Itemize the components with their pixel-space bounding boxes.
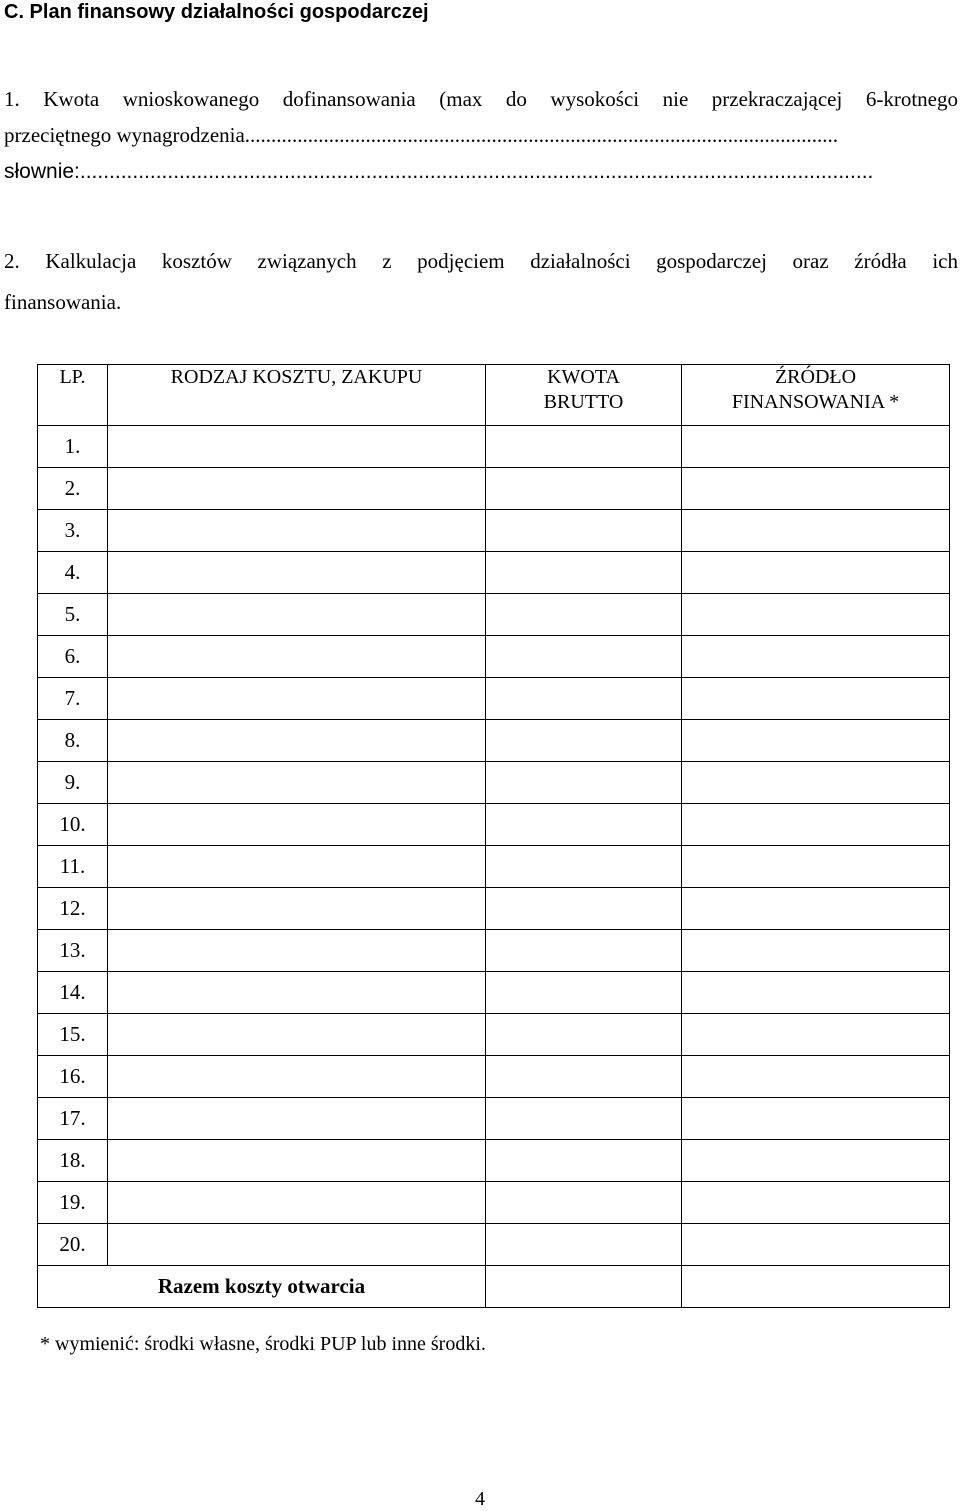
total-label: Razem koszty otwarcia [38, 1266, 486, 1308]
cost-type-cell[interactable] [108, 930, 486, 972]
funding-source-cell[interactable] [682, 552, 950, 594]
funding-source-cell[interactable] [682, 1014, 950, 1056]
funding-source-cell[interactable] [682, 426, 950, 468]
funding-amount-item [4, 81, 958, 153]
table-row [38, 762, 950, 804]
header-gross-amount [486, 365, 682, 426]
table-row [38, 1098, 950, 1140]
gross-amount-cell[interactable] [486, 1140, 682, 1182]
table-row [38, 888, 950, 930]
funding-source-cell[interactable] [682, 930, 950, 972]
row-number: 5. [38, 594, 108, 636]
total-row [38, 1266, 950, 1308]
table-header-row [38, 365, 950, 426]
header-funding-source-line-2: FINANSOWANIA * [731, 391, 900, 413]
cost-type-cell[interactable] [108, 636, 486, 678]
cost-type-cell[interactable] [108, 846, 486, 888]
cost-type-cell[interactable] [108, 1056, 486, 1098]
cost-type-cell[interactable] [108, 720, 486, 762]
table-row [38, 1140, 950, 1182]
funding-source-cell[interactable] [682, 510, 950, 552]
row-number: 18. [38, 1140, 108, 1182]
gross-amount-cell[interactable] [486, 846, 682, 888]
cost-type-cell[interactable] [108, 1182, 486, 1224]
amount-in-words-line: słownie:........................................................................................................................................ [4, 160, 874, 183]
gross-amount-cell[interactable] [486, 1224, 682, 1266]
gross-amount-cell[interactable] [486, 972, 682, 1014]
table-row [38, 636, 950, 678]
table-row [38, 510, 950, 552]
table-row [38, 1182, 950, 1224]
funding-source-cell[interactable] [682, 636, 950, 678]
gross-amount-cell[interactable] [486, 678, 682, 720]
funding-amount-line-2: przeciętnego wynagrodzenia................................................................................................................. [4, 123, 839, 147]
row-number: 15. [38, 1014, 108, 1056]
table-row [38, 1224, 950, 1266]
row-number: 12. [38, 888, 108, 930]
header-funding-source [682, 365, 950, 426]
row-number: 14. [38, 972, 108, 1014]
cost-type-cell[interactable] [108, 762, 486, 804]
total-amount-cell[interactable] [486, 1266, 682, 1308]
cost-type-cell[interactable] [108, 678, 486, 720]
row-number: 16. [38, 1056, 108, 1098]
cost-type-cell[interactable] [108, 1140, 486, 1182]
cost-type-cell[interactable] [108, 1014, 486, 1056]
cost-type-cell[interactable] [108, 804, 486, 846]
row-number: 4. [38, 552, 108, 594]
row-number: 19. [38, 1182, 108, 1224]
funding-source-cell[interactable] [682, 1056, 950, 1098]
gross-amount-cell[interactable] [486, 510, 682, 552]
funding-source-cell[interactable] [682, 468, 950, 510]
table-row [38, 720, 950, 762]
funding-source-cell[interactable] [682, 594, 950, 636]
funding-source-cell[interactable] [682, 762, 950, 804]
funding-source-cell[interactable] [682, 1098, 950, 1140]
row-number: 20. [38, 1224, 108, 1266]
table-row [38, 552, 950, 594]
cost-type-cell[interactable] [108, 468, 486, 510]
funding-source-cell[interactable] [682, 1140, 950, 1182]
cost-calculation-line-1: 2. Kalkulacja kosztów związanych z podjęciem działalności gospodarczej oraz źródła ich [4, 249, 958, 273]
cost-calculation-item [4, 241, 958, 323]
row-number: 11. [38, 846, 108, 888]
header-funding-source-line-1: ŹRÓDŁO [774, 366, 857, 388]
gross-amount-cell[interactable] [486, 888, 682, 930]
funding-amount-line-1: 1. Kwota wnioskowanego dofinansowania (max do wysokości nie przekraczającej 6-krotnego [4, 87, 958, 111]
page-number: 4 [475, 1488, 485, 1510]
cost-type-cell[interactable] [108, 1098, 486, 1140]
gross-amount-cell[interactable] [486, 762, 682, 804]
gross-amount-cell[interactable] [486, 426, 682, 468]
row-number: 17. [38, 1098, 108, 1140]
table-row [38, 846, 950, 888]
cost-type-cell[interactable] [108, 426, 486, 468]
row-number: 1. [38, 426, 108, 468]
funding-source-cell[interactable] [682, 720, 950, 762]
row-number: 13. [38, 930, 108, 972]
gross-amount-cell[interactable] [486, 1182, 682, 1224]
funding-source-cell[interactable] [682, 1182, 950, 1224]
funding-source-cell[interactable] [682, 678, 950, 720]
table-row [38, 426, 950, 468]
table-row [38, 594, 950, 636]
funding-source-cell[interactable] [682, 846, 950, 888]
gross-amount-cell[interactable] [486, 1098, 682, 1140]
funding-source-cell[interactable] [682, 1224, 950, 1266]
gross-amount-cell[interactable] [486, 468, 682, 510]
cost-type-cell[interactable] [108, 972, 486, 1014]
table-row [38, 1056, 950, 1098]
cost-table [37, 364, 950, 1308]
funding-source-cell[interactable] [682, 804, 950, 846]
gross-amount-cell[interactable] [486, 1056, 682, 1098]
header-cost-type: RODZAJ KOSZTU, ZAKUPU [108, 365, 486, 426]
table-row [38, 972, 950, 1014]
table-row [38, 678, 950, 720]
row-number: 9. [38, 762, 108, 804]
row-number: 2. [38, 468, 108, 510]
row-number: 3. [38, 510, 108, 552]
row-number: 8. [38, 720, 108, 762]
gross-amount-cell[interactable] [486, 594, 682, 636]
gross-amount-cell[interactable] [486, 552, 682, 594]
gross-amount-cell[interactable] [486, 804, 682, 846]
table-row [38, 1014, 950, 1056]
gross-amount-cell[interactable] [486, 636, 682, 678]
footnote: * wymienić: środki własne, środki PUP lub inne środki. [40, 1333, 486, 1355]
gross-amount-cell[interactable] [486, 1014, 682, 1056]
table-row [38, 468, 950, 510]
table-row [38, 930, 950, 972]
gross-amount-cell[interactable] [486, 720, 682, 762]
table-body [38, 426, 950, 1266]
gross-amount-cell[interactable] [486, 930, 682, 972]
table-row [38, 804, 950, 846]
cost-type-cell[interactable] [108, 1224, 486, 1266]
cost-type-cell[interactable] [108, 594, 486, 636]
cost-type-cell[interactable] [108, 888, 486, 930]
cost-type-cell[interactable] [108, 510, 486, 552]
funding-source-cell[interactable] [682, 972, 950, 1014]
cost-calculation-line-2: finansowania. [4, 290, 122, 314]
section-heading: C. Plan finansowy działalności gospodarczej [4, 1, 429, 23]
header-gross-amount-line-2: BRUTTO [543, 391, 624, 413]
total-source-cell[interactable] [682, 1266, 950, 1308]
row-number: 10. [38, 804, 108, 846]
funding-source-cell[interactable] [682, 888, 950, 930]
row-number: 7. [38, 678, 108, 720]
row-number: 6. [38, 636, 108, 678]
header-lp: LP. [38, 365, 108, 426]
cost-type-cell[interactable] [108, 552, 486, 594]
header-gross-amount-line-1: KWOTA [547, 366, 620, 388]
